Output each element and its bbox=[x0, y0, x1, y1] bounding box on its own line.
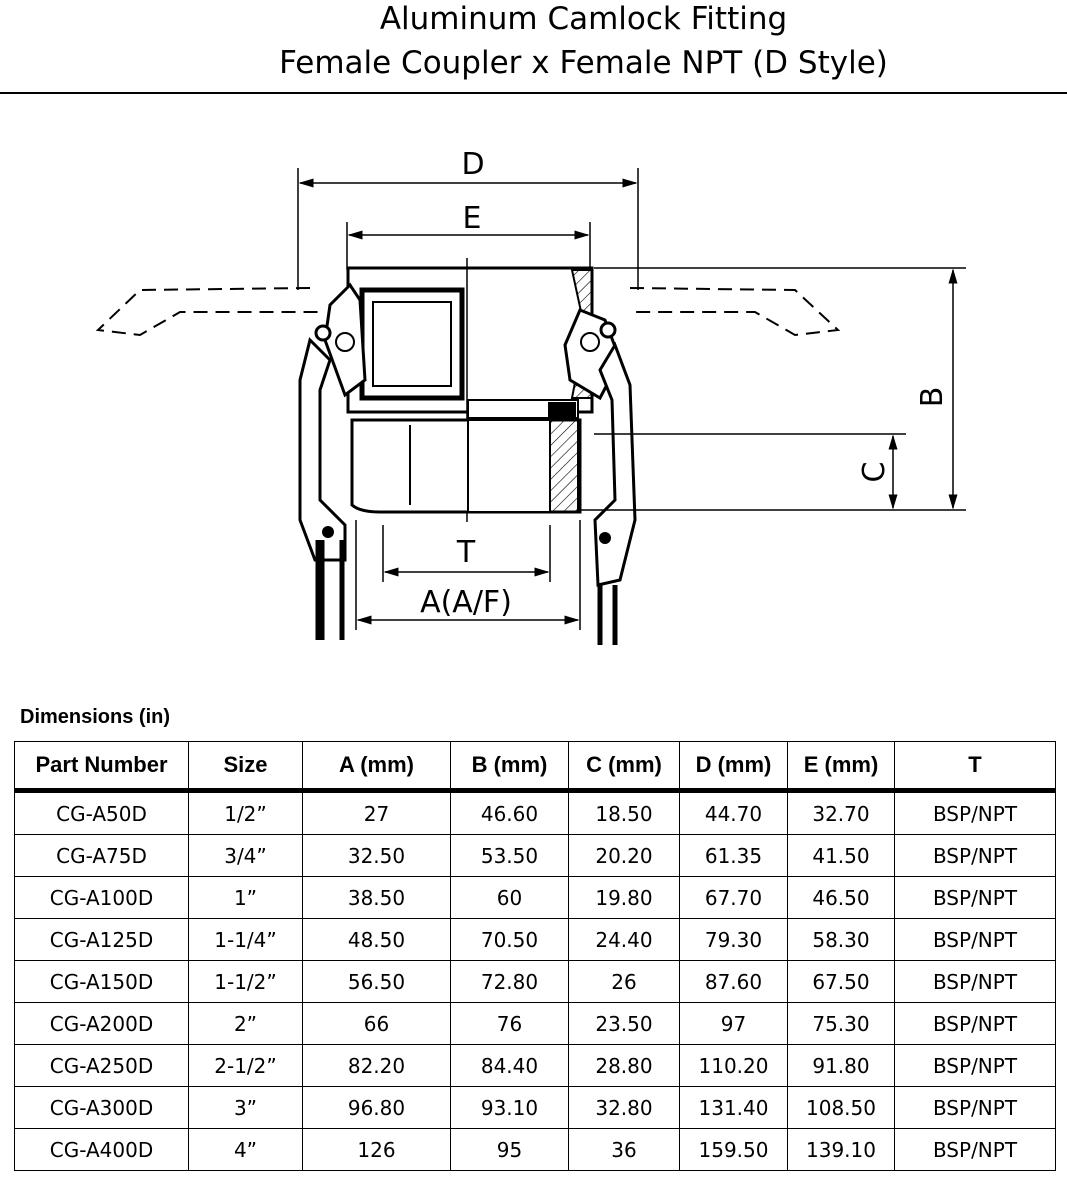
cell-size: 4” bbox=[189, 1129, 303, 1171]
table-row bbox=[15, 1003, 1056, 1045]
table-row bbox=[15, 961, 1056, 1003]
cell-b: 53.50 bbox=[451, 835, 569, 877]
cell-part-number: CG-A75D bbox=[15, 835, 189, 877]
cell-part-number: CG-A125D bbox=[15, 919, 189, 961]
cell-size: 3” bbox=[189, 1087, 303, 1129]
cell-t: BSP/NPT bbox=[895, 1087, 1056, 1129]
cell-b: 46.60 bbox=[451, 791, 569, 835]
cell-a: 27 bbox=[303, 791, 451, 835]
cell-c: 19.80 bbox=[569, 877, 680, 919]
table-row bbox=[15, 1129, 1056, 1171]
cell-d: 131.40 bbox=[680, 1087, 788, 1129]
cell-d: 110.20 bbox=[680, 1045, 788, 1087]
fitting-diagram bbox=[0, 100, 1067, 660]
table-row bbox=[15, 791, 1056, 835]
cell-b: 72.80 bbox=[451, 961, 569, 1003]
title-line-1: Aluminum Camlock Fitting bbox=[379, 1, 788, 37]
cell-d: 67.70 bbox=[680, 877, 788, 919]
header-a: A (mm) bbox=[303, 742, 451, 791]
cell-b: 95 bbox=[451, 1129, 569, 1171]
table-row bbox=[15, 1045, 1056, 1087]
cell-t: BSP/NPT bbox=[895, 1045, 1056, 1087]
cell-size: 1” bbox=[189, 877, 303, 919]
cell-t: BSP/NPT bbox=[895, 1003, 1056, 1045]
cell-c: 23.50 bbox=[569, 1003, 680, 1045]
cell-t: BSP/NPT bbox=[895, 961, 1056, 1003]
title-line-2: Female Coupler x Female NPT (D Style) bbox=[279, 45, 888, 81]
cell-d: 97 bbox=[680, 1003, 788, 1045]
cell-t: BSP/NPT bbox=[895, 835, 1056, 877]
cell-b: 70.50 bbox=[451, 919, 569, 961]
cell-e: 46.50 bbox=[788, 877, 895, 919]
cell-b: 76 bbox=[451, 1003, 569, 1045]
table-row bbox=[15, 919, 1056, 961]
cell-b: 93.10 bbox=[451, 1087, 569, 1129]
dimension-label-b: B bbox=[915, 386, 950, 408]
dimension-label-c: C bbox=[857, 461, 892, 483]
cell-d: 44.70 bbox=[680, 791, 788, 835]
cell-size: 1-1/2” bbox=[189, 961, 303, 1003]
cell-a: 66 bbox=[303, 1003, 451, 1045]
cell-a: 126 bbox=[303, 1129, 451, 1171]
header-b: B (mm) bbox=[451, 742, 569, 791]
cell-size: 2” bbox=[189, 1003, 303, 1045]
cell-size: 1-1/4” bbox=[189, 919, 303, 961]
cell-e: 108.50 bbox=[788, 1087, 895, 1129]
dimensions-table bbox=[14, 741, 1056, 1171]
cell-c: 18.50 bbox=[569, 791, 680, 835]
title-divider bbox=[0, 92, 1067, 94]
cell-b: 84.40 bbox=[451, 1045, 569, 1087]
cell-part-number: CG-A250D bbox=[15, 1045, 189, 1087]
cell-t: BSP/NPT bbox=[895, 919, 1056, 961]
cell-part-number: CG-A100D bbox=[15, 877, 189, 919]
cell-size: 1/2” bbox=[189, 791, 303, 835]
table-row bbox=[15, 877, 1056, 919]
cell-c: 24.40 bbox=[569, 919, 680, 961]
cell-e: 58.30 bbox=[788, 919, 895, 961]
cell-d: 87.60 bbox=[680, 961, 788, 1003]
cell-c: 36 bbox=[569, 1129, 680, 1171]
cell-a: 56.50 bbox=[303, 961, 451, 1003]
cell-t: BSP/NPT bbox=[895, 1129, 1056, 1171]
cell-a: 32.50 bbox=[303, 835, 451, 877]
dimension-label-t: T bbox=[456, 535, 476, 570]
cell-d: 159.50 bbox=[680, 1129, 788, 1171]
right-lever-outline bbox=[630, 288, 838, 335]
header-e: E (mm) bbox=[788, 742, 895, 791]
table-row bbox=[15, 835, 1056, 877]
cell-c: 20.20 bbox=[569, 835, 680, 877]
cell-a: 82.20 bbox=[303, 1045, 451, 1087]
cell-part-number: CG-A200D bbox=[15, 1003, 189, 1045]
cell-e: 32.70 bbox=[788, 791, 895, 835]
cell-e: 75.30 bbox=[788, 1003, 895, 1045]
dimension-label-a: A(A/F) bbox=[420, 585, 512, 620]
dimension-label-d: D bbox=[461, 147, 485, 182]
cell-a: 38.50 bbox=[303, 877, 451, 919]
cell-d: 79.30 bbox=[680, 919, 788, 961]
dimensions-heading: Dimensions (in) bbox=[20, 706, 171, 728]
cell-a: 96.80 bbox=[303, 1087, 451, 1129]
left-lever-outline bbox=[98, 288, 320, 335]
dimension-label-e: E bbox=[462, 201, 482, 236]
cell-e: 139.10 bbox=[788, 1129, 895, 1171]
cell-t: BSP/NPT bbox=[895, 791, 1056, 835]
cell-e: 91.80 bbox=[788, 1045, 895, 1087]
header-d: D (mm) bbox=[680, 742, 788, 791]
header-size: Size bbox=[189, 742, 303, 791]
cell-b: 60 bbox=[451, 877, 569, 919]
cell-c: 32.80 bbox=[569, 1087, 680, 1129]
cell-part-number: CG-A50D bbox=[15, 791, 189, 835]
cell-a: 48.50 bbox=[303, 919, 451, 961]
cell-t: BSP/NPT bbox=[895, 877, 1056, 919]
cell-part-number: CG-A400D bbox=[15, 1129, 189, 1171]
header-t: T bbox=[895, 742, 1056, 791]
table-header-row bbox=[15, 742, 1056, 791]
cell-c: 26 bbox=[569, 961, 680, 1003]
cell-size: 3/4” bbox=[189, 835, 303, 877]
cell-part-number: CG-A150D bbox=[15, 961, 189, 1003]
cell-e: 41.50 bbox=[788, 835, 895, 877]
header-c: C (mm) bbox=[569, 742, 680, 791]
cell-e: 67.50 bbox=[788, 961, 895, 1003]
cell-d: 61.35 bbox=[680, 835, 788, 877]
cell-part-number: CG-A300D bbox=[15, 1087, 189, 1129]
table-row bbox=[15, 1087, 1056, 1129]
header-part-number: Part Number bbox=[15, 742, 189, 791]
cell-size: 2-1/2” bbox=[189, 1045, 303, 1087]
cell-c: 28.80 bbox=[569, 1045, 680, 1087]
